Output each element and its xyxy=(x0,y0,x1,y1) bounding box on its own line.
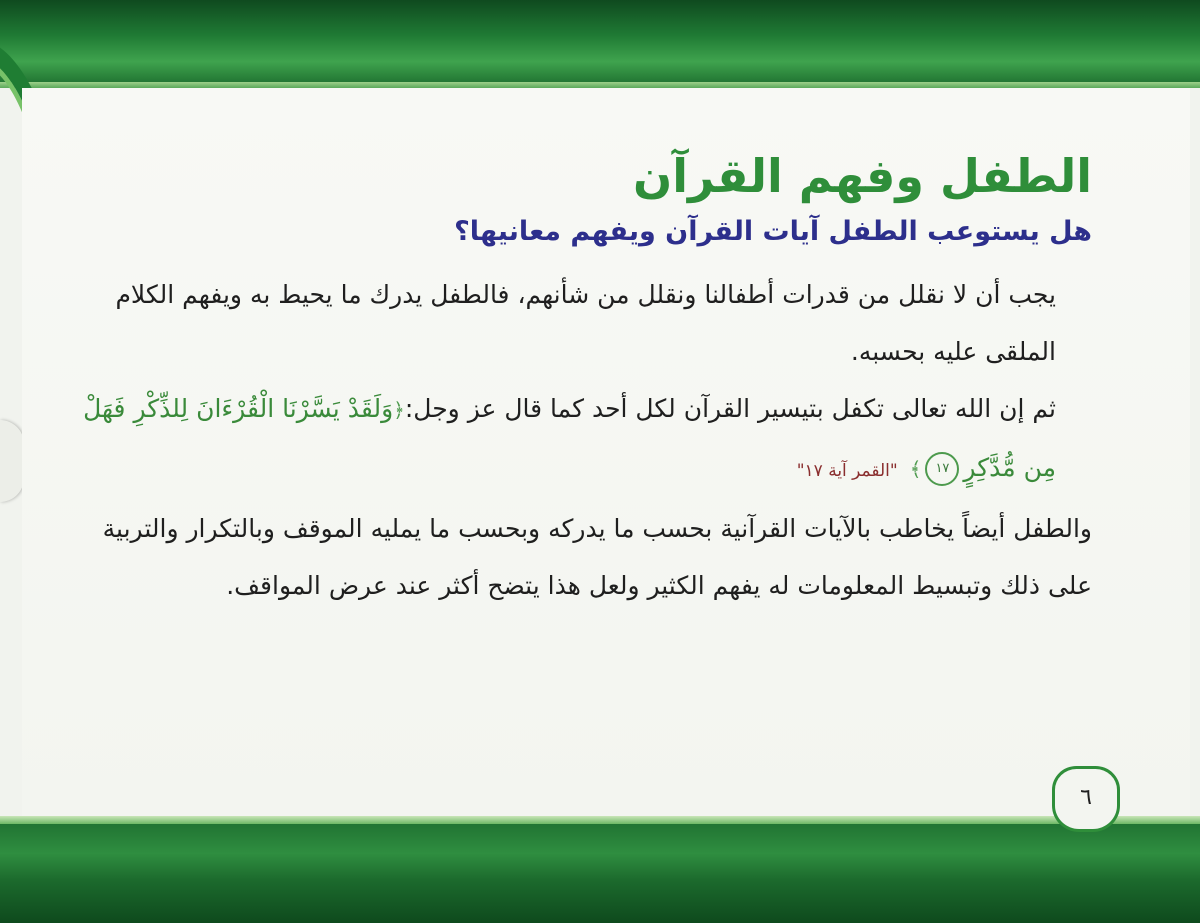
bottom-green-band xyxy=(0,816,1200,923)
paragraph-2-text: ثم إن الله تعالى تكفل بتيسير القرآن لكل أحد كما قال عز وجل: xyxy=(404,394,1056,423)
page-number-badge: ٦ xyxy=(1052,766,1120,832)
quran-verse: وَلَقَدْ يَسَّرْنَا الْقُرْءَانَ لِلذِّكْرِ فَهَلْ مِن مُّدَّكِرٍ xyxy=(83,394,1056,482)
verse-number: ١٧ xyxy=(925,452,959,486)
verse-close-ornament-icon: ﴾ xyxy=(909,457,922,481)
page-content xyxy=(82,146,1092,614)
top-green-band xyxy=(0,0,1200,88)
paragraph-1: يجب أن لا نقلل من قدرات أطفالنا ونقلل من شأنهم، فالطفل يدرك ما يحيط به ويفهم الكلام الملقى عليه بحسبه. xyxy=(115,280,1056,366)
page-title: الطفل وفهم القرآن xyxy=(633,149,1092,203)
page-subtitle: هل يستوعب الطفل آيات القرآن ويفهم معانيها؟ xyxy=(454,216,1092,247)
paragraph-3: والطفل أيضاً يخاطب بالآيات القرآنية بحسب ما يدركه وبحسب ما يمليه الموقف وبالتكرار والتربية على ذلك وتبسيط المعلومات له يفهم الكثير ولعل هذا يتضح أكثر عند عرض المواقف. xyxy=(102,514,1092,600)
left-tab xyxy=(0,420,24,502)
paragraph-2 xyxy=(82,380,1092,500)
verse-citation: "القمر آية ١٧" xyxy=(796,461,898,481)
verse-open-ornament-icon: ﴿ xyxy=(393,398,405,422)
book-page xyxy=(22,88,1190,816)
